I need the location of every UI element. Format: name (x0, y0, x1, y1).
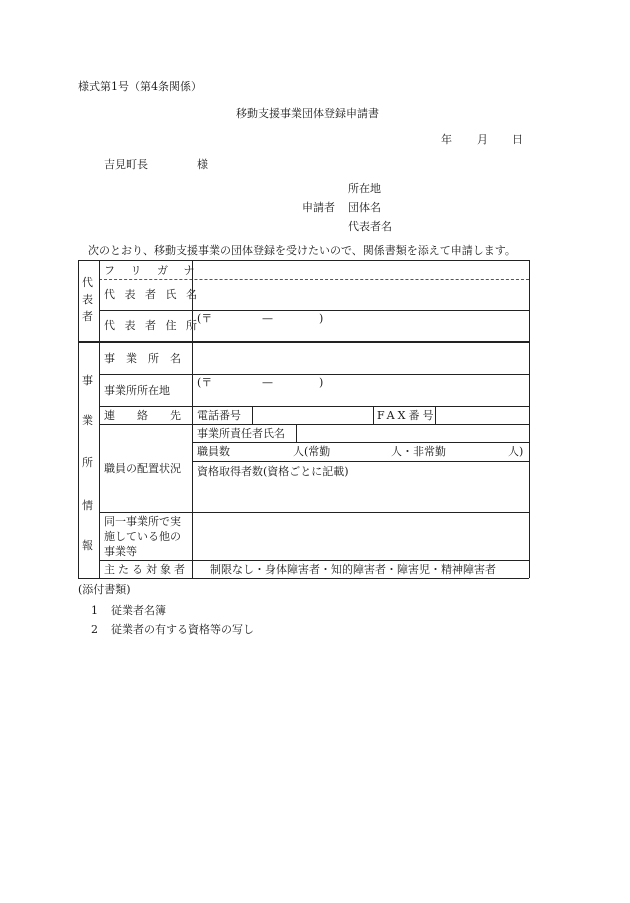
office-side-label-3: 所 (82, 456, 93, 469)
applicant-org-label: 団体名 (348, 201, 381, 214)
rep-side-label-2: 表 (82, 293, 93, 306)
target-value: 制限なし・身体障害者・知的障害者・障害児・精神障害者 (210, 563, 496, 576)
applicant-rep-label: 代表者名 (348, 220, 392, 233)
staffing-label: 職員の配置状況 (104, 462, 181, 475)
fulltime-label: 人(常勤 (293, 445, 331, 458)
rep-postal-close: ) (319, 312, 324, 325)
date-year: 年 (441, 133, 452, 146)
office-name-label: 事 業 所 名 (104, 352, 181, 365)
attachment-2-number: 2 (91, 623, 98, 636)
document-title: 移動支援事業団体登録申請書 (236, 107, 379, 120)
rep-side-label-3: 者 (82, 310, 93, 323)
form-number: 様式第1号（第4条関係） (78, 80, 202, 93)
parttime-label: 人・非常勤 (391, 445, 446, 458)
office-postal-close: ) (319, 376, 324, 389)
rep-address-label: 代 表 者 住 所 (104, 319, 200, 332)
attachment-1-number: 1 (91, 604, 98, 617)
office-side-label-4: 情 (82, 499, 93, 512)
furigana-label: フ リ ガ ナ (104, 264, 201, 277)
person-close: 人) (508, 445, 524, 458)
honorific: 様 (197, 158, 208, 171)
addressee: 吉見町長 (104, 158, 148, 171)
office-postal-dash: — (262, 376, 273, 389)
other-services-label-1: 同一事業所で実 (104, 515, 181, 528)
office-postal-open: (〒 (197, 376, 213, 389)
other-services-label-3: 事業等 (104, 545, 137, 558)
rep-postal-dash: — (262, 312, 273, 325)
office-side-label-5: 報 (82, 539, 93, 552)
staff-count-label: 職員数 (197, 445, 230, 458)
rep-name-label: 代 表 者 氏 名 (104, 288, 200, 301)
qualified-label: 資格取得者数(資格ごとに記載) (197, 465, 349, 478)
attachment-2-text: 従業者の有する資格等の写し (111, 623, 254, 636)
attachment-1-text: 従業者名簿 (111, 604, 166, 617)
date-day: 日 (512, 133, 523, 146)
manager-label: 事業所責任者氏名 (197, 427, 285, 440)
date-month: 月 (477, 133, 488, 146)
phone-label: 電話番号 (197, 409, 241, 422)
office-address-label: 事業所所在地 (104, 384, 170, 397)
office-side-label-1: 事 (82, 374, 93, 387)
rep-postal-open: (〒 (197, 312, 213, 325)
applicant-label: 申請者 (302, 201, 335, 214)
target-label: 主たる対象者 (104, 563, 188, 576)
other-services-label-2: 施している他の (104, 530, 181, 543)
attachments-heading: (添付書類) (78, 583, 131, 596)
rep-side-label-1: 代 (82, 276, 93, 289)
intro-text: 次のとおり、移動支援事業の団体登録を受けたいので、関係書類を添えて申請します。 (88, 244, 516, 257)
contact-label: 連 絡 先 (104, 409, 181, 422)
applicant-address-label: 所在地 (348, 182, 381, 195)
office-side-label-2: 業 (82, 414, 93, 427)
fax-label: FAX番号 (377, 409, 437, 422)
